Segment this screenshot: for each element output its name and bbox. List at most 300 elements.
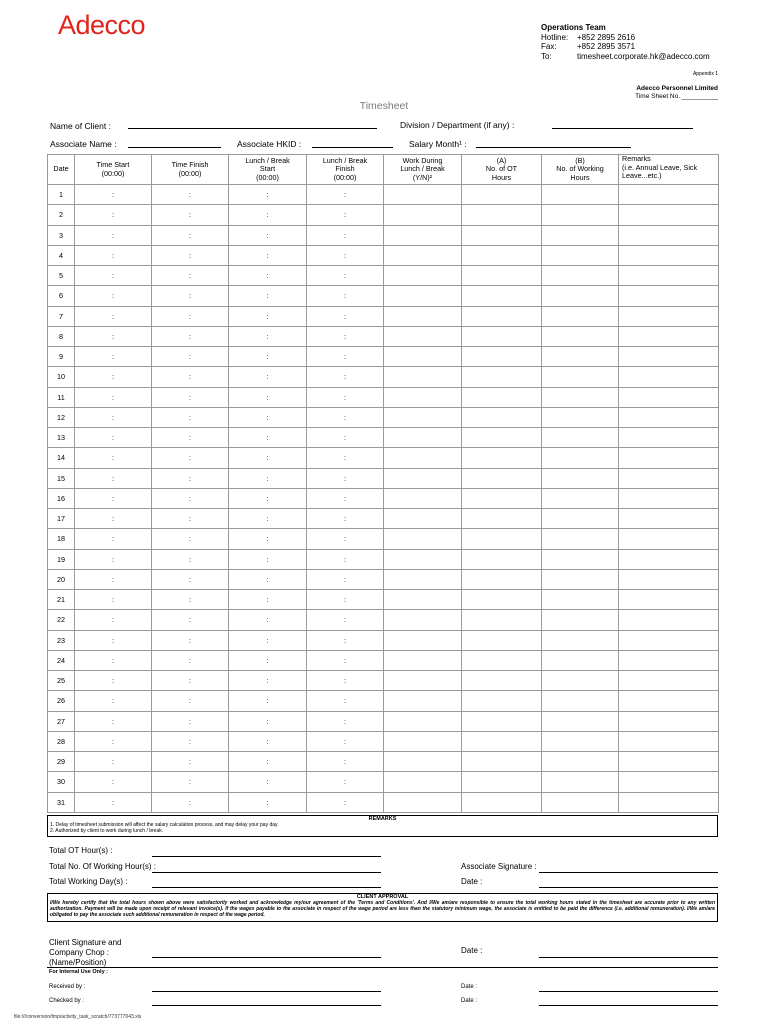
lunch-finish-cell[interactable]: : bbox=[307, 569, 384, 589]
time-start-cell[interactable]: : bbox=[75, 610, 152, 630]
time-start-cell[interactable]: : bbox=[75, 448, 152, 468]
ot-hours-cell[interactable] bbox=[462, 792, 542, 812]
lunch-finish-cell[interactable]: : bbox=[307, 509, 384, 529]
ot-hours-cell[interactable] bbox=[462, 245, 542, 265]
time-start-cell[interactable]: : bbox=[75, 590, 152, 610]
time-finish-cell[interactable]: : bbox=[152, 468, 229, 488]
time-finish-cell[interactable]: : bbox=[152, 529, 229, 549]
ot-hours-cell[interactable] bbox=[462, 306, 542, 326]
ot-hours-cell[interactable] bbox=[462, 185, 542, 205]
time-finish-cell[interactable]: : bbox=[152, 549, 229, 569]
remarks-cell[interactable] bbox=[619, 650, 719, 670]
table-header-row bbox=[48, 155, 719, 185]
date-cell: 13 bbox=[48, 428, 75, 448]
ot-hours-cell[interactable] bbox=[462, 407, 542, 427]
time-start-cell[interactable]: : bbox=[75, 306, 152, 326]
time-finish-cell[interactable]: : bbox=[152, 448, 229, 468]
working-hours-cell[interactable] bbox=[542, 610, 619, 630]
time-start-cell[interactable]: : bbox=[75, 326, 152, 346]
remarks-cell[interactable] bbox=[619, 630, 719, 650]
remarks-cell[interactable] bbox=[619, 792, 719, 812]
time-finish-cell[interactable]: : bbox=[152, 792, 229, 812]
lunch-finish-cell[interactable]: : bbox=[307, 792, 384, 812]
date-cell: 7 bbox=[48, 306, 75, 326]
lunch-finish-cell[interactable]: : bbox=[307, 326, 384, 346]
time-finish-cell[interactable]: : bbox=[152, 569, 229, 589]
lunch-start-cell[interactable]: : bbox=[229, 691, 307, 711]
working-hours-cell[interactable] bbox=[542, 691, 619, 711]
remarks-cell[interactable] bbox=[619, 407, 719, 427]
work-lunch-cell[interactable] bbox=[384, 185, 462, 205]
associate-signature-field[interactable] bbox=[539, 872, 718, 873]
time-start-cell[interactable]: : bbox=[75, 407, 152, 427]
working-hours-cell[interactable] bbox=[542, 448, 619, 468]
table-row bbox=[48, 428, 719, 448]
time-finish-cell[interactable]: : bbox=[152, 347, 229, 367]
total-working-hours-field[interactable] bbox=[152, 872, 381, 873]
ot-hours-cell[interactable] bbox=[462, 610, 542, 630]
working-hours-cell[interactable] bbox=[542, 326, 619, 346]
time-start-cell[interactable]: : bbox=[75, 225, 152, 245]
lunch-start-cell[interactable]: : bbox=[229, 428, 307, 448]
time-finish-cell[interactable]: : bbox=[152, 306, 229, 326]
work-lunch-cell[interactable] bbox=[384, 225, 462, 245]
work-lunch-cell[interactable] bbox=[384, 448, 462, 468]
lunch-start-cell[interactable]: : bbox=[229, 225, 307, 245]
total-working-days-field[interactable] bbox=[152, 887, 381, 888]
time-finish-cell[interactable]: : bbox=[152, 428, 229, 448]
lunch-start-cell[interactable]: : bbox=[229, 347, 307, 367]
remarks-cell[interactable] bbox=[619, 509, 719, 529]
hkid-field[interactable] bbox=[312, 147, 393, 148]
ot-hours-cell[interactable] bbox=[462, 549, 542, 569]
lunch-start-cell[interactable]: : bbox=[229, 549, 307, 569]
timesheet-table bbox=[47, 154, 719, 813]
remarks-cell[interactable] bbox=[619, 367, 719, 387]
ot-hours-cell[interactable] bbox=[462, 711, 542, 731]
remarks-cell[interactable] bbox=[619, 347, 719, 367]
date-cell: 23 bbox=[48, 630, 75, 650]
lunch-start-cell[interactable]: : bbox=[229, 772, 307, 792]
lunch-start-cell[interactable]: : bbox=[229, 752, 307, 772]
ot-hours-cell[interactable] bbox=[462, 529, 542, 549]
remarks-cell[interactable] bbox=[619, 529, 719, 549]
time-start-cell[interactable]: : bbox=[75, 529, 152, 549]
time-start-cell[interactable]: : bbox=[75, 792, 152, 812]
date-cell: 9 bbox=[48, 347, 75, 367]
lunch-finish-cell[interactable]: : bbox=[307, 488, 384, 508]
time-start-cell[interactable]: : bbox=[75, 205, 152, 225]
salary-month-label: Salary Month¹ : bbox=[409, 139, 467, 149]
time-start-cell[interactable]: : bbox=[75, 711, 152, 731]
working-hours-cell[interactable] bbox=[542, 245, 619, 265]
received-date-field[interactable] bbox=[539, 991, 718, 992]
date-cell: 21 bbox=[48, 590, 75, 610]
time-start-cell[interactable]: : bbox=[75, 387, 152, 407]
remarks-cell[interactable] bbox=[619, 549, 719, 569]
work-lunch-cell[interactable] bbox=[384, 205, 462, 225]
work-lunch-cell[interactable] bbox=[384, 731, 462, 751]
work-lunch-cell[interactable] bbox=[384, 671, 462, 691]
work-lunch-cell[interactable] bbox=[384, 691, 462, 711]
ot-hours-cell[interactable] bbox=[462, 590, 542, 610]
working-hours-cell[interactable] bbox=[542, 772, 619, 792]
work-lunch-cell[interactable] bbox=[384, 509, 462, 529]
time-finish-cell[interactable]: : bbox=[152, 650, 229, 670]
working-hours-cell[interactable] bbox=[542, 549, 619, 569]
lunch-start-cell[interactable]: : bbox=[229, 711, 307, 731]
approval-text: I/We hereby certify that the total hours shown above were satisfactorily worked and acknowledge my/our agreement of the 'Terms and Conditions'. And I/We am/are responsible to ensure the total working hours stated in the timesheet are accurate prior to any written authorization. Payment will be made upon receipt of relevant invoice(s). If the wages payable to the associate in respect of the wage period are less than the statutory minimum wage, the associate is entitled to be paid the difference (i.e. additional remuneration). I/We am/are obligated to pay the associate such additional remuneration in respect of the wage period. bbox=[50, 900, 715, 918]
time-start-cell[interactable]: : bbox=[75, 691, 152, 711]
client-signature-label-line: (Name/Position) bbox=[49, 958, 107, 967]
work-lunch-cell[interactable] bbox=[384, 407, 462, 427]
ot-hours-cell[interactable] bbox=[462, 205, 542, 225]
working-hours-cell[interactable] bbox=[542, 286, 619, 306]
remarks-cell[interactable] bbox=[619, 590, 719, 610]
ot-hours-cell[interactable] bbox=[462, 752, 542, 772]
table-row bbox=[48, 529, 719, 549]
lunch-start-cell[interactable]: : bbox=[229, 630, 307, 650]
work-lunch-cell[interactable] bbox=[384, 266, 462, 286]
working-hours-cell[interactable] bbox=[542, 711, 619, 731]
remarks-cell[interactable] bbox=[619, 387, 719, 407]
lunch-start-cell[interactable]: : bbox=[229, 185, 307, 205]
time-start-cell[interactable]: : bbox=[75, 245, 152, 265]
lunch-finish-cell[interactable]: : bbox=[307, 630, 384, 650]
lunch-finish-cell[interactable]: : bbox=[307, 367, 384, 387]
time-finish-cell[interactable]: : bbox=[152, 691, 229, 711]
working-hours-cell[interactable] bbox=[542, 630, 619, 650]
working-hours-cell[interactable] bbox=[542, 488, 619, 508]
lunch-finish-cell[interactable]: : bbox=[307, 711, 384, 731]
ot-hours-cell[interactable] bbox=[462, 650, 542, 670]
time-start-cell[interactable]: : bbox=[75, 549, 152, 569]
date-cell: 19 bbox=[48, 549, 75, 569]
work-lunch-cell[interactable] bbox=[384, 630, 462, 650]
remarks-cell[interactable] bbox=[619, 185, 719, 205]
time-finish-cell[interactable]: : bbox=[152, 711, 229, 731]
time-start-cell[interactable]: : bbox=[75, 630, 152, 650]
time-start-cell[interactable]: : bbox=[75, 671, 152, 691]
working-hours-cell[interactable] bbox=[542, 387, 619, 407]
work-lunch-cell[interactable] bbox=[384, 610, 462, 630]
lunch-start-cell[interactable]: : bbox=[229, 286, 307, 306]
lunch-start-cell[interactable]: : bbox=[229, 367, 307, 387]
time-finish-cell[interactable]: : bbox=[152, 630, 229, 650]
working-hours-cell[interactable] bbox=[542, 529, 619, 549]
working-hours-cell[interactable] bbox=[542, 185, 619, 205]
working-hours-cell[interactable] bbox=[542, 428, 619, 448]
table-row bbox=[48, 792, 719, 812]
time-start-cell[interactable]: : bbox=[75, 488, 152, 508]
time-start-cell[interactable]: : bbox=[75, 367, 152, 387]
working-hours-cell[interactable] bbox=[542, 650, 619, 670]
client-signature-field[interactable] bbox=[152, 957, 381, 958]
lunch-start-cell[interactable]: : bbox=[229, 610, 307, 630]
time-finish-cell[interactable]: : bbox=[152, 245, 229, 265]
time-finish-cell[interactable]: : bbox=[152, 367, 229, 387]
time-start-cell[interactable]: : bbox=[75, 347, 152, 367]
lunch-start-cell[interactable]: : bbox=[229, 306, 307, 326]
working-hours-cell[interactable] bbox=[542, 266, 619, 286]
total-ot-field[interactable] bbox=[152, 856, 381, 857]
working-hours-cell[interactable] bbox=[542, 407, 619, 427]
ot-hours-cell[interactable] bbox=[462, 286, 542, 306]
work-lunch-cell[interactable] bbox=[384, 326, 462, 346]
lunch-start-cell[interactable]: : bbox=[229, 448, 307, 468]
ot-hours-cell[interactable] bbox=[462, 691, 542, 711]
working-hours-cell[interactable] bbox=[542, 671, 619, 691]
contact-block bbox=[541, 23, 710, 61]
remarks-cell[interactable] bbox=[619, 569, 719, 589]
working-hours-cell[interactable] bbox=[542, 590, 619, 610]
remarks-cell[interactable] bbox=[619, 488, 719, 508]
work-lunch-cell[interactable] bbox=[384, 772, 462, 792]
working-hours-cell[interactable] bbox=[542, 306, 619, 326]
work-lunch-cell[interactable] bbox=[384, 367, 462, 387]
division-label: Division / Department (if any) : bbox=[400, 120, 515, 130]
approval-title: CLIENT APPROVAL bbox=[356, 894, 409, 900]
lunch-start-cell[interactable]: : bbox=[229, 407, 307, 427]
remarks-cell[interactable] bbox=[619, 286, 719, 306]
time-start-cell[interactable]: : bbox=[75, 266, 152, 286]
time-start-cell[interactable]: : bbox=[75, 569, 152, 589]
lunch-finish-cell[interactable]: : bbox=[307, 387, 384, 407]
table-row bbox=[48, 266, 719, 286]
working-hours-cell[interactable] bbox=[542, 569, 619, 589]
associate-date-field[interactable] bbox=[539, 887, 718, 888]
time-finish-cell[interactable]: : bbox=[152, 266, 229, 286]
received-date-label: Date : bbox=[461, 984, 478, 990]
remarks-cell[interactable] bbox=[619, 671, 719, 691]
time-start-cell[interactable]: : bbox=[75, 286, 152, 306]
remarks-cell[interactable] bbox=[619, 610, 719, 630]
lunch-finish-cell[interactable]: : bbox=[307, 448, 384, 468]
table-row bbox=[48, 590, 719, 610]
remarks-cell[interactable] bbox=[619, 266, 719, 286]
working-hours-cell[interactable] bbox=[542, 468, 619, 488]
work-lunch-cell[interactable] bbox=[384, 590, 462, 610]
time-finish-cell[interactable]: : bbox=[152, 407, 229, 427]
remarks-cell[interactable] bbox=[619, 752, 719, 772]
ot-hours-cell[interactable] bbox=[462, 448, 542, 468]
ot-hours-cell[interactable] bbox=[462, 428, 542, 448]
lunch-start-cell[interactable]: : bbox=[229, 468, 307, 488]
date-cell: 16 bbox=[48, 488, 75, 508]
work-lunch-cell[interactable] bbox=[384, 529, 462, 549]
work-lunch-cell[interactable] bbox=[384, 245, 462, 265]
client-signature-label-line: Company Chop : bbox=[49, 948, 110, 957]
lunch-finish-cell[interactable]: : bbox=[307, 225, 384, 245]
remarks-cell[interactable] bbox=[619, 205, 719, 225]
table-row bbox=[48, 752, 719, 772]
lunch-start-cell[interactable]: : bbox=[229, 731, 307, 751]
time-finish-cell[interactable]: : bbox=[152, 731, 229, 751]
lunch-finish-cell[interactable]: : bbox=[307, 691, 384, 711]
time-finish-cell[interactable]: : bbox=[152, 509, 229, 529]
working-hours-cell[interactable] bbox=[542, 509, 619, 529]
lunch-start-cell[interactable]: : bbox=[229, 245, 307, 265]
remarks-cell[interactable] bbox=[619, 428, 719, 448]
working-hours-cell[interactable] bbox=[542, 731, 619, 751]
remarks-cell[interactable] bbox=[619, 225, 719, 245]
ot-hours-cell[interactable] bbox=[462, 387, 542, 407]
work-lunch-cell[interactable] bbox=[384, 711, 462, 731]
lunch-start-cell[interactable]: : bbox=[229, 569, 307, 589]
remarks-line: 2. Authorized by client to work during lunch / break. bbox=[50, 828, 164, 834]
ot-hours-cell[interactable] bbox=[462, 731, 542, 751]
table-row bbox=[48, 347, 719, 367]
date-cell: 29 bbox=[48, 752, 75, 772]
remarks-cell[interactable] bbox=[619, 306, 719, 326]
remarks-cell[interactable] bbox=[619, 326, 719, 346]
lunch-finish-cell[interactable]: : bbox=[307, 650, 384, 670]
lunch-start-cell[interactable]: : bbox=[229, 650, 307, 670]
ot-hours-cell[interactable] bbox=[462, 326, 542, 346]
work-lunch-cell[interactable] bbox=[384, 286, 462, 306]
work-lunch-cell[interactable] bbox=[384, 306, 462, 326]
time-start-cell[interactable]: : bbox=[75, 650, 152, 670]
checked-date-field[interactable] bbox=[539, 1005, 718, 1006]
lunch-finish-cell[interactable]: : bbox=[307, 731, 384, 751]
lunch-finish-cell[interactable]: : bbox=[307, 671, 384, 691]
lunch-start-cell[interactable]: : bbox=[229, 590, 307, 610]
time-start-cell[interactable]: : bbox=[75, 752, 152, 772]
ot-hours-cell[interactable] bbox=[462, 225, 542, 245]
time-finish-cell[interactable]: : bbox=[152, 671, 229, 691]
remarks-cell[interactable] bbox=[619, 711, 719, 731]
time-start-cell[interactable]: : bbox=[75, 772, 152, 792]
lunch-finish-cell[interactable]: : bbox=[307, 468, 384, 488]
remarks-cell[interactable] bbox=[619, 731, 719, 751]
lunch-start-cell[interactable]: : bbox=[229, 387, 307, 407]
time-finish-cell[interactable]: : bbox=[152, 326, 229, 346]
table-row bbox=[48, 731, 719, 751]
work-lunch-cell[interactable] bbox=[384, 792, 462, 812]
working-hours-cell[interactable] bbox=[542, 752, 619, 772]
time-finish-cell[interactable]: : bbox=[152, 752, 229, 772]
work-lunch-cell[interactable] bbox=[384, 488, 462, 508]
ot-hours-cell[interactable] bbox=[462, 772, 542, 792]
working-hours-cell[interactable] bbox=[542, 347, 619, 367]
client-field[interactable] bbox=[128, 128, 377, 129]
work-lunch-cell[interactable] bbox=[384, 468, 462, 488]
remarks-cell[interactable] bbox=[619, 468, 719, 488]
remarks-cell[interactable] bbox=[619, 245, 719, 265]
work-lunch-cell[interactable] bbox=[384, 569, 462, 589]
work-lunch-cell[interactable] bbox=[384, 347, 462, 367]
page-title: Timesheet bbox=[359, 100, 409, 112]
time-start-cell[interactable]: : bbox=[75, 509, 152, 529]
working-hours-cell[interactable] bbox=[542, 792, 619, 812]
lunch-finish-cell[interactable]: : bbox=[307, 752, 384, 772]
work-lunch-cell[interactable] bbox=[384, 428, 462, 448]
ot-hours-cell[interactable] bbox=[462, 569, 542, 589]
lunch-finish-cell[interactable]: : bbox=[307, 610, 384, 630]
time-start-cell[interactable]: : bbox=[75, 468, 152, 488]
remarks-cell[interactable] bbox=[619, 691, 719, 711]
lunch-start-cell[interactable]: : bbox=[229, 205, 307, 225]
time-finish-cell[interactable]: : bbox=[152, 772, 229, 792]
ot-hours-cell[interactable] bbox=[462, 266, 542, 286]
hkid-label: Associate HKID : bbox=[237, 139, 302, 149]
lunch-start-cell[interactable]: : bbox=[229, 488, 307, 508]
lunch-finish-cell[interactable]: : bbox=[307, 428, 384, 448]
time-start-cell[interactable]: : bbox=[75, 731, 152, 751]
lunch-finish-cell[interactable]: : bbox=[307, 347, 384, 367]
remarks-cell[interactable] bbox=[619, 448, 719, 468]
received-by-field[interactable] bbox=[152, 991, 381, 992]
lunch-start-cell[interactable]: : bbox=[229, 509, 307, 529]
work-lunch-cell[interactable] bbox=[384, 387, 462, 407]
lunch-start-cell[interactable]: : bbox=[229, 326, 307, 346]
time-finish-cell[interactable]: : bbox=[152, 590, 229, 610]
lunch-finish-cell[interactable]: : bbox=[307, 590, 384, 610]
date-cell: 18 bbox=[48, 529, 75, 549]
work-lunch-cell[interactable] bbox=[384, 650, 462, 670]
ot-hours-cell[interactable] bbox=[462, 509, 542, 529]
col-header-date: Date bbox=[48, 155, 75, 185]
work-lunch-cell[interactable] bbox=[384, 752, 462, 772]
ot-hours-cell[interactable] bbox=[462, 347, 542, 367]
lunch-finish-cell[interactable]: : bbox=[307, 185, 384, 205]
lunch-finish-cell[interactable]: : bbox=[307, 549, 384, 569]
date-cell: 1 bbox=[48, 185, 75, 205]
lunch-start-cell[interactable]: : bbox=[229, 266, 307, 286]
division-field[interactable] bbox=[552, 128, 693, 129]
lunch-start-cell[interactable]: : bbox=[229, 529, 307, 549]
lunch-finish-cell[interactable]: : bbox=[307, 245, 384, 265]
contact-label: Hotline: bbox=[541, 32, 569, 42]
client-date-field[interactable] bbox=[539, 957, 718, 958]
ot-hours-cell[interactable] bbox=[462, 671, 542, 691]
lunch-finish-cell[interactable]: : bbox=[307, 407, 384, 427]
time-finish-cell[interactable]: : bbox=[152, 488, 229, 508]
time-start-cell[interactable]: : bbox=[75, 185, 152, 205]
time-finish-cell[interactable]: : bbox=[152, 387, 229, 407]
remarks-cell[interactable] bbox=[619, 772, 719, 792]
associate-name-field[interactable] bbox=[128, 147, 221, 148]
working-hours-cell[interactable] bbox=[542, 225, 619, 245]
lunch-finish-cell[interactable]: : bbox=[307, 306, 384, 326]
ot-hours-cell[interactable] bbox=[462, 468, 542, 488]
table-row bbox=[48, 286, 719, 306]
working-hours-cell[interactable] bbox=[542, 367, 619, 387]
time-start-cell[interactable]: : bbox=[75, 428, 152, 448]
salary-month-field[interactable] bbox=[476, 147, 631, 148]
lunch-start-cell[interactable]: : bbox=[229, 671, 307, 691]
time-finish-cell[interactable]: : bbox=[152, 185, 229, 205]
work-lunch-cell[interactable] bbox=[384, 549, 462, 569]
time-finish-cell[interactable]: : bbox=[152, 286, 229, 306]
time-finish-cell[interactable]: : bbox=[152, 610, 229, 630]
ot-hours-cell[interactable] bbox=[462, 488, 542, 508]
ot-hours-cell[interactable] bbox=[462, 630, 542, 650]
lunch-finish-cell[interactable]: : bbox=[307, 205, 384, 225]
time-finish-cell[interactable]: : bbox=[152, 205, 229, 225]
lunch-finish-cell[interactable]: : bbox=[307, 266, 384, 286]
time-finish-cell[interactable]: : bbox=[152, 225, 229, 245]
ot-hours-cell[interactable] bbox=[462, 367, 542, 387]
lunch-start-cell[interactable]: : bbox=[229, 792, 307, 812]
lunch-finish-cell[interactable]: : bbox=[307, 286, 384, 306]
date-cell: 4 bbox=[48, 245, 75, 265]
working-hours-cell[interactable] bbox=[542, 205, 619, 225]
lunch-finish-cell[interactable]: : bbox=[307, 772, 384, 792]
lunch-finish-cell[interactable]: : bbox=[307, 529, 384, 549]
table-row bbox=[48, 185, 719, 205]
checked-by-field[interactable] bbox=[152, 1005, 381, 1006]
